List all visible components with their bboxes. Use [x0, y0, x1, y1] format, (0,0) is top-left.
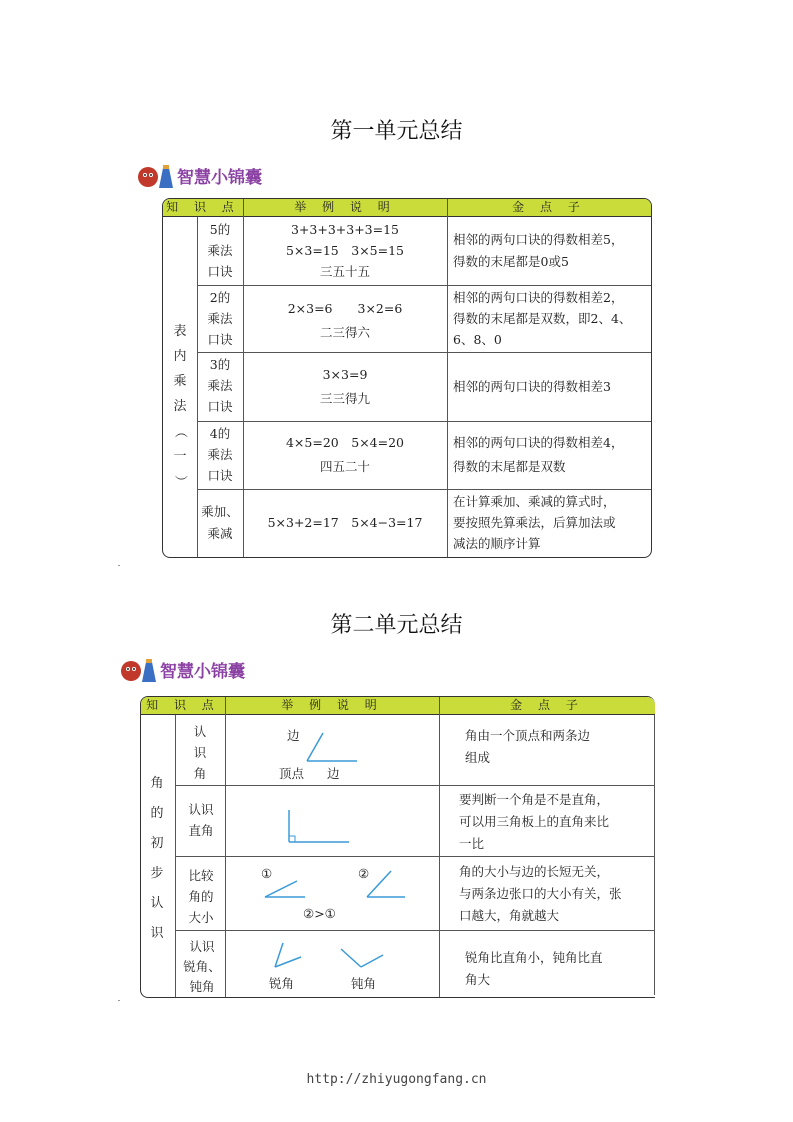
angle-one-label: ① — [261, 866, 273, 881]
header-point: 知 识 点 — [146, 698, 220, 712]
brand-label: 智慧小锦囊 — [160, 661, 245, 682]
unit1-table: 知 识 点 举 例 说 明 金 点 子 表 内 乘 法 （ 一 ） 5的 乘法 口诀 3+3+3+3+3=15 5×3=15 3×5=15 三五十五 相邻的两句口诀的得数相差5， 得数的末尾都是0或5 2的 乘法 口诀 2×3=6 3×2=6 二三得六 相邻的两句口诀的得数相差2， 得数的末尾都是双数，即2、4、 6、8、0 3的 乘法 口诀 3×3=9 三三得九 相邻的两句口诀的得数相差3 4的 乘法 口诀 4×5=20 5×4=20 四五二十 相邻的两句口诀的得数相差4， 得数的末尾都是双数 乘加、 乘减 5×3+2=17 5×4−3=17 在计算乘加、乘减的算式时， 要按照先算乘法，后算加法或 减法的顺序计算 — [162, 198, 652, 558]
footer-url: http://zhiyugongfang.cn — [306, 1072, 487, 1087]
table-row: 2的 乘法 口诀 — [207, 290, 233, 347]
angle-two-label: ② — [358, 866, 370, 881]
table-header — [163, 199, 651, 217]
side-label: 边 — [287, 728, 300, 743]
unit2-table: 知 识 点 举 例 说 明 金 点 子 角 的 初 步 认 识 认 识 角 边 顶点 边 角由一个顶点和两条边 组成 认识 直角 要判断一个角是不是直角， 可以用三角板上的直角来比 一比 比较 角的 大小 ① ② ②>① 角的大小与边的长短无关， 与两条边张口的大小有关，张 口越大，角就越大 认识 锐角、 钝角 锐角 钝角 锐角比直角小，钝角比直 角大 — [140, 696, 655, 998]
header-example: 举 例 说 明 — [281, 698, 383, 712]
side-label: 边 — [327, 766, 340, 781]
table-row: 比较 角的 大小 — [188, 868, 214, 925]
unit1-brand — [135, 160, 262, 190]
unit2-brand — [118, 654, 245, 684]
table-row: 认 识 角 — [193, 724, 207, 781]
unit1-category: 表 内 乘 法 （ 一 ） — [172, 324, 188, 488]
header-tip: 金 点 子 — [510, 698, 584, 712]
right-angle-diagram — [225, 786, 439, 856]
mascot-icon — [135, 160, 175, 190]
header-point: 知 识 点 — [166, 200, 240, 214]
mascot-icon — [118, 654, 158, 684]
obtuse-label: 钝角 — [351, 976, 377, 991]
table-header — [141, 697, 655, 715]
table-row: 4的 乘法 口诀 — [207, 426, 233, 483]
acute-obtuse-diagram — [225, 931, 439, 979]
table-row: 3的 乘法 口诀 — [207, 357, 233, 414]
acute-label: 锐角 — [269, 976, 295, 991]
table-row: 5的 乘法 口诀 — [207, 222, 233, 279]
unit2-category: 角 的 初 步 认 识 — [150, 776, 164, 941]
compare-label: ②>① — [303, 906, 336, 921]
brand-label: 智慧小锦囊 — [177, 167, 262, 188]
vertex-label: 顶点 — [279, 766, 305, 781]
header-tip: 金 点 子 — [512, 200, 586, 214]
header-example: 举 例 说 明 — [294, 200, 396, 214]
unit1-title: 第一单元总结 — [330, 119, 463, 144]
table-row: 乘加、 乘减 — [201, 504, 239, 541]
unit2-title: 第二单元总结 — [330, 613, 463, 638]
table-row: 认识 锐角、 钝角 — [183, 939, 221, 994]
table-row: 认识 直角 — [188, 802, 214, 838]
